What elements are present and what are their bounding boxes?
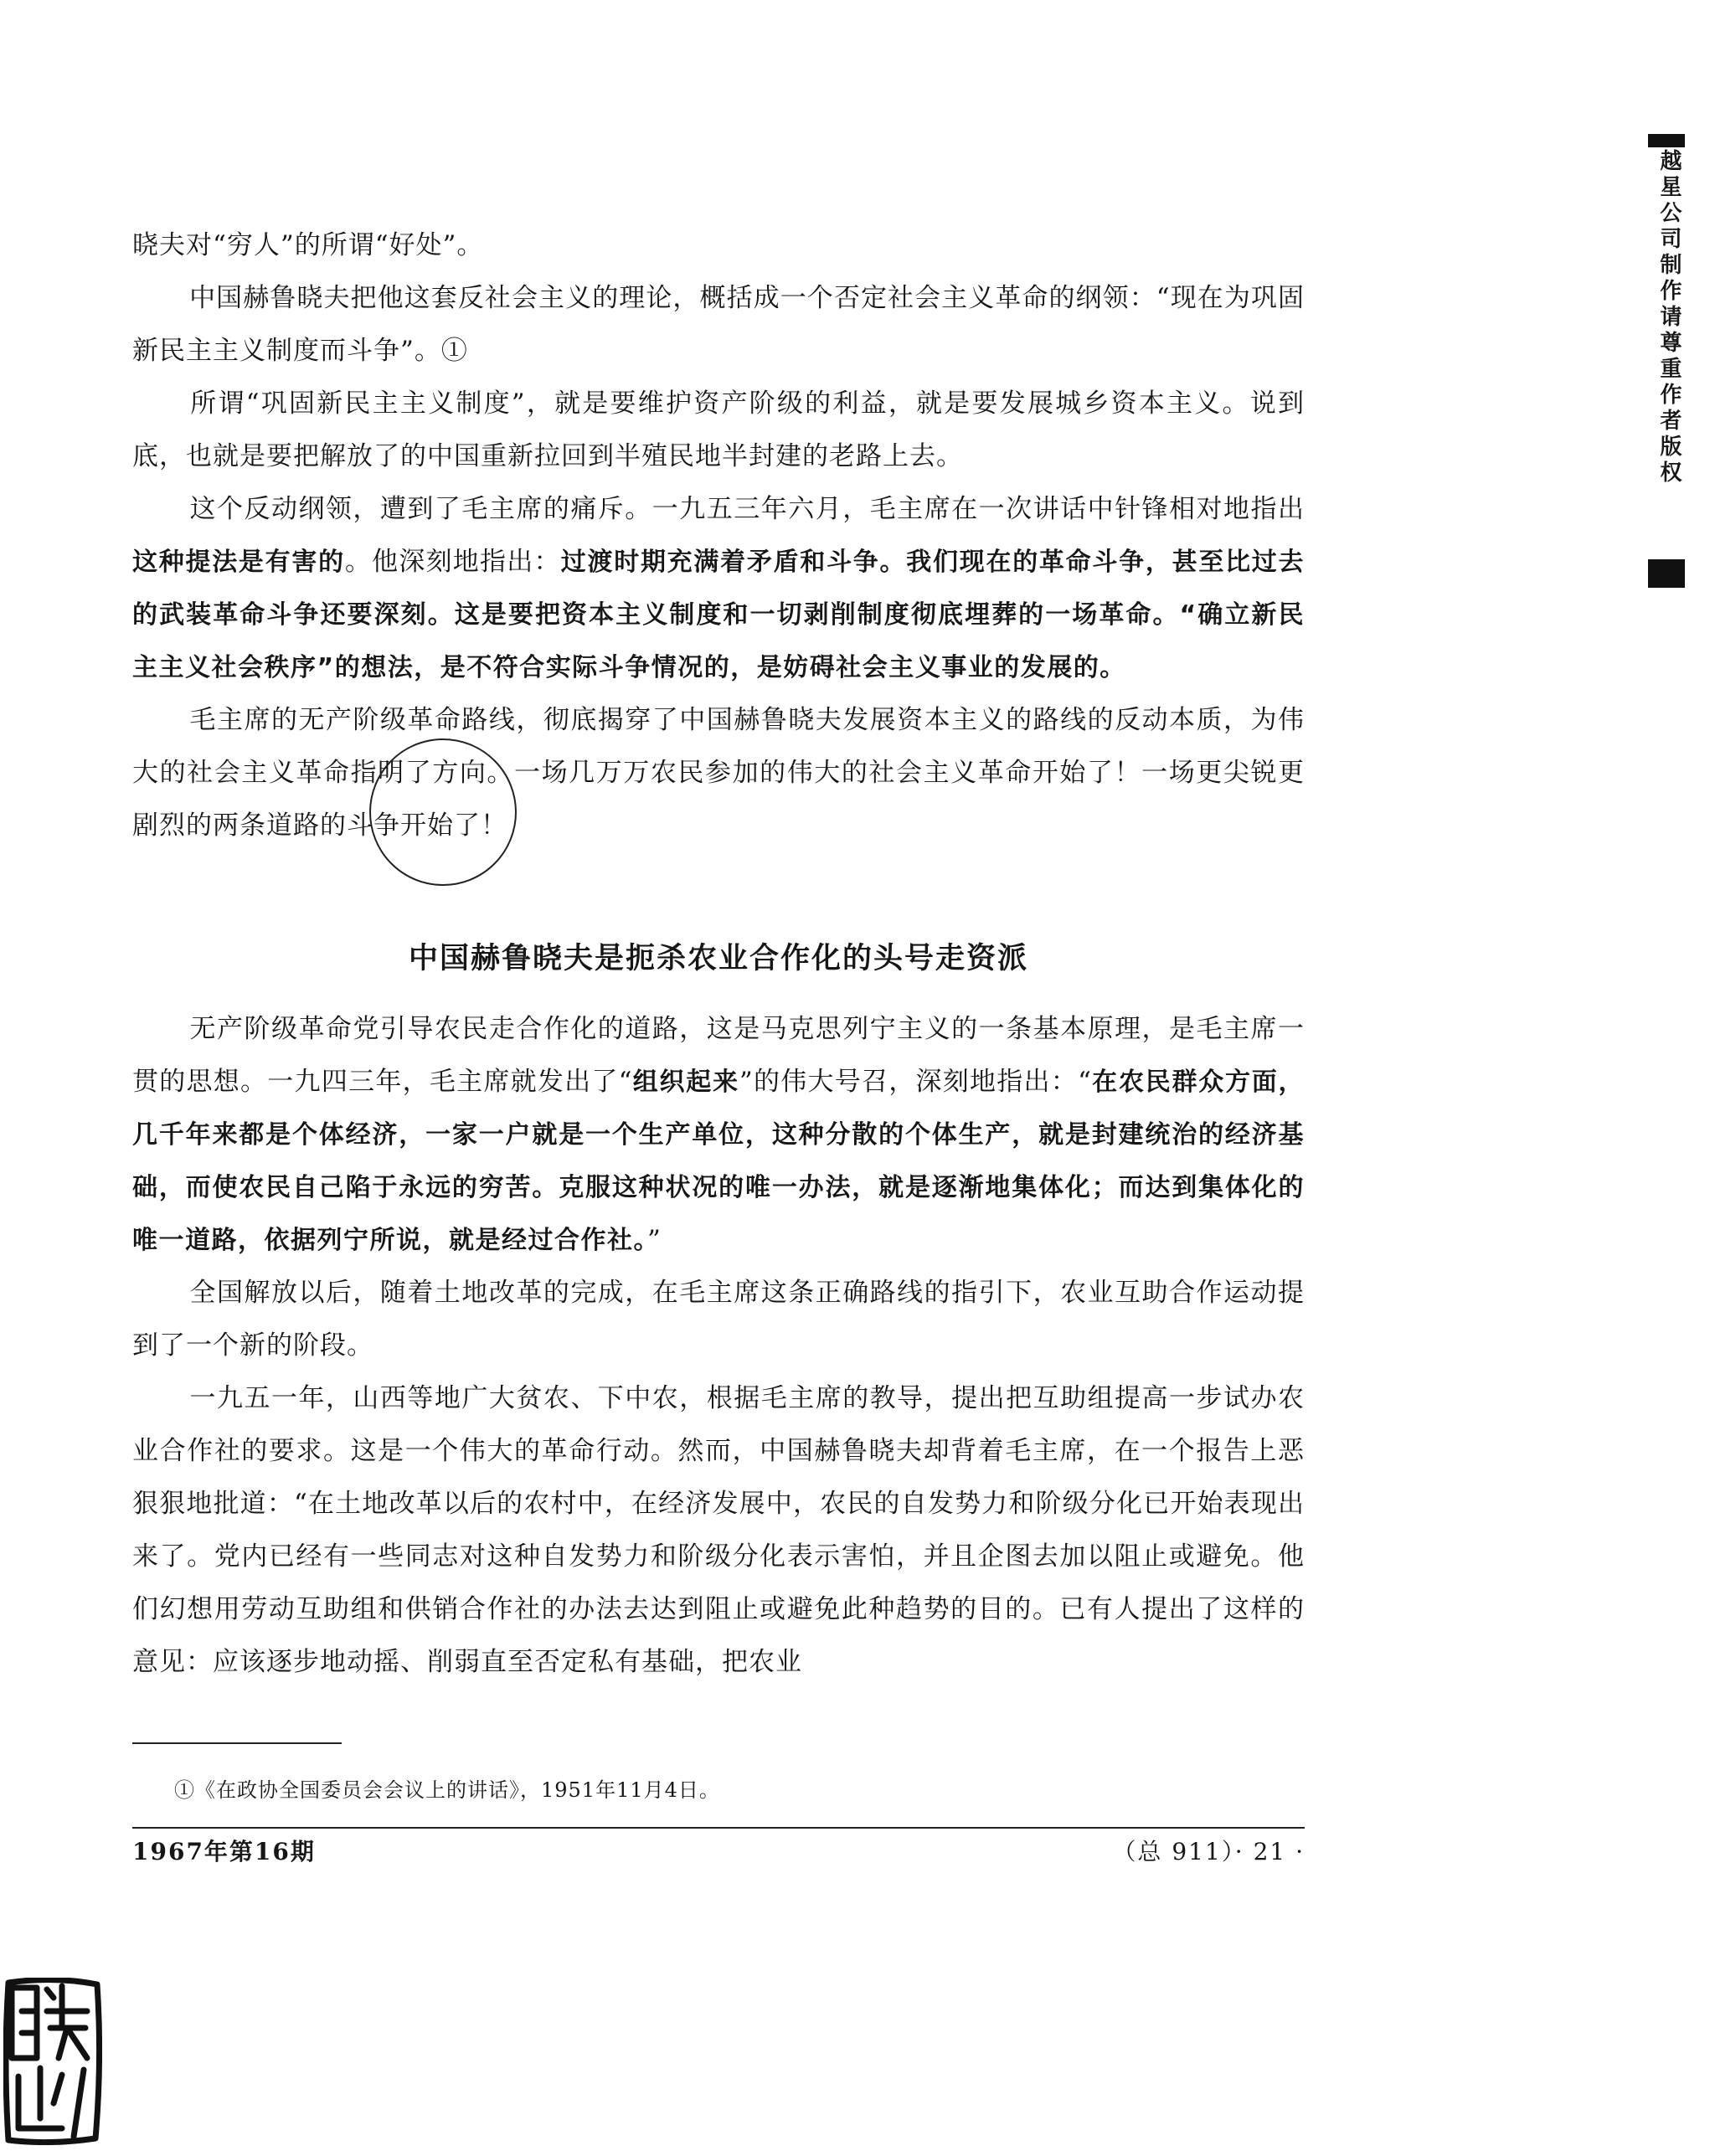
bold-quote-text: 组织起来 [632, 1068, 739, 1097]
paragraph-text: 全国解放以后，随着土地改革的完成，在毛主席这条正确路线的指引下，农业互助合作运动提到了一个新的阶段。 [132, 1278, 1305, 1361]
paragraph [132, 219, 1305, 272]
issue-label: 1967年第16期 [132, 1838, 316, 1865]
bold-quote-text: 在农民群众方面，几千年来都是个体经济，一家一户就是一个生产单位，这种分散的个体生产，就是封建统治的经济基础，而使农民自己陷于永远的穷苦。克服这种状况的唯一办法，就是逐渐地集体化；而达到集体化的唯一道路，依据列宁所说，就是经过合作社。 [132, 1068, 1306, 1255]
paragraph [132, 272, 1305, 378]
paragraph-text: 。他深刻地指出： [344, 547, 561, 577]
paragraph [132, 694, 1305, 852]
paragraph-text: 毛主席的无产阶级革命路线，彻底揭穿了中国赫鲁晓夫发展资本主义的路线的反动本质，为伟大的社会主义革命指明了方向。一场几万万农民参加的伟大的社会主义革命开始了！一场更尖锐更剧烈的两条道路的斗争开始了！ [132, 705, 1305, 841]
paragraph [132, 1267, 1305, 1372]
seal-logo-icon [3, 1978, 102, 2145]
bold-quote-text: 这种提法是有害的 [132, 548, 345, 577]
bold-quote-text: 过渡时期充满着矛盾和斗争。我们现在的革命斗争，甚至比过去的武装革命斗争还要深刻。这是要把资本主义制度和一切剥削制度彻底埋葬的一场革命。“确立新民主主义社会秩序”的想法，是不符合实际斗争情况的，是妨碍社会主义事业的发展的。 [132, 548, 1306, 682]
paragraph-text: ”的伟大号召，深刻地指出：“ [739, 1067, 1092, 1097]
footnote: ①《在政协全国委员会会议上的讲话》，1951年11月4日。 [174, 1778, 720, 1802]
side-watermark-note: 越星公司制作请尊重作者版权 [1656, 149, 1682, 486]
footnote-rule [132, 1742, 342, 1744]
paragraph-text: 无产阶级革命党引导农民走合作化的道路，这是马克思列宁主义的一条基本原理，是毛主席一贯的思想。一九四三年，毛主席就发出了“ [132, 1014, 1305, 1097]
paragraph [132, 378, 1305, 483]
paragraph-text: 中国赫鲁晓夫把他这套反社会主义的理论，概括成一个否定社会主义革命的纲领：“现在为巩固新民主主义制度而斗争”。① [132, 283, 1305, 366]
section-heading: 中国赫鲁晓夫是扼杀农业合作化的头号走资派 [408, 942, 1028, 975]
paragraph-text: ” [647, 1225, 662, 1255]
side-bar-top [1648, 134, 1685, 147]
footer-rule [132, 1827, 1305, 1829]
paragraph-text: 这个反动纲领，遭到了毛主席的痛斥。一九五三年六月，毛主席在一次讲话中针锋相对地指出 [189, 494, 1305, 524]
paragraph-text: 所谓“巩固新民主主义制度”，就是要维护资产阶级的利益，就是要发展城乡资本主义。说到底，也就是要把解放了的中国重新拉回到半殖民地半封建的老路上去。 [132, 388, 1305, 471]
paragraph [132, 1003, 1305, 1267]
body-text-bottom [132, 1003, 1305, 1689]
page-number: （总 911）· 21 · [1112, 1838, 1305, 1865]
paragraph [132, 1372, 1305, 1689]
side-bar-bottom [1648, 559, 1685, 588]
circle-stamp-mark [369, 738, 517, 886]
paragraph-text: 一九五一年，山西等地广大贫农、下中农，根据毛主席的教导，提出把互助组提高一步试办农业合作社的要求。这是一个伟大的革命行动。然而，中国赫鲁晓夫却背着毛主席，在一个报告上恶狠狠地批道：“在土地改革以后的农村中，在经济发展中，农民的自发势力和阶级分化已开始表现出来了。党内已经有一些同志对这种自发势力和阶级分化表示害怕，并且企图去加以阻止或避免。他们幻想用劳动互助组和供销合作社的办法去达到阻止或避免此种趋势的目的。已有人提出了这样的意见：应该逐步地动摇、削弱直至否定私有基础，把农业 [132, 1383, 1305, 1677]
paragraph-text: 晓夫对“穷人”的所谓“好处”。 [132, 230, 484, 260]
paragraph [132, 483, 1305, 694]
body-text-top [132, 219, 1305, 852]
